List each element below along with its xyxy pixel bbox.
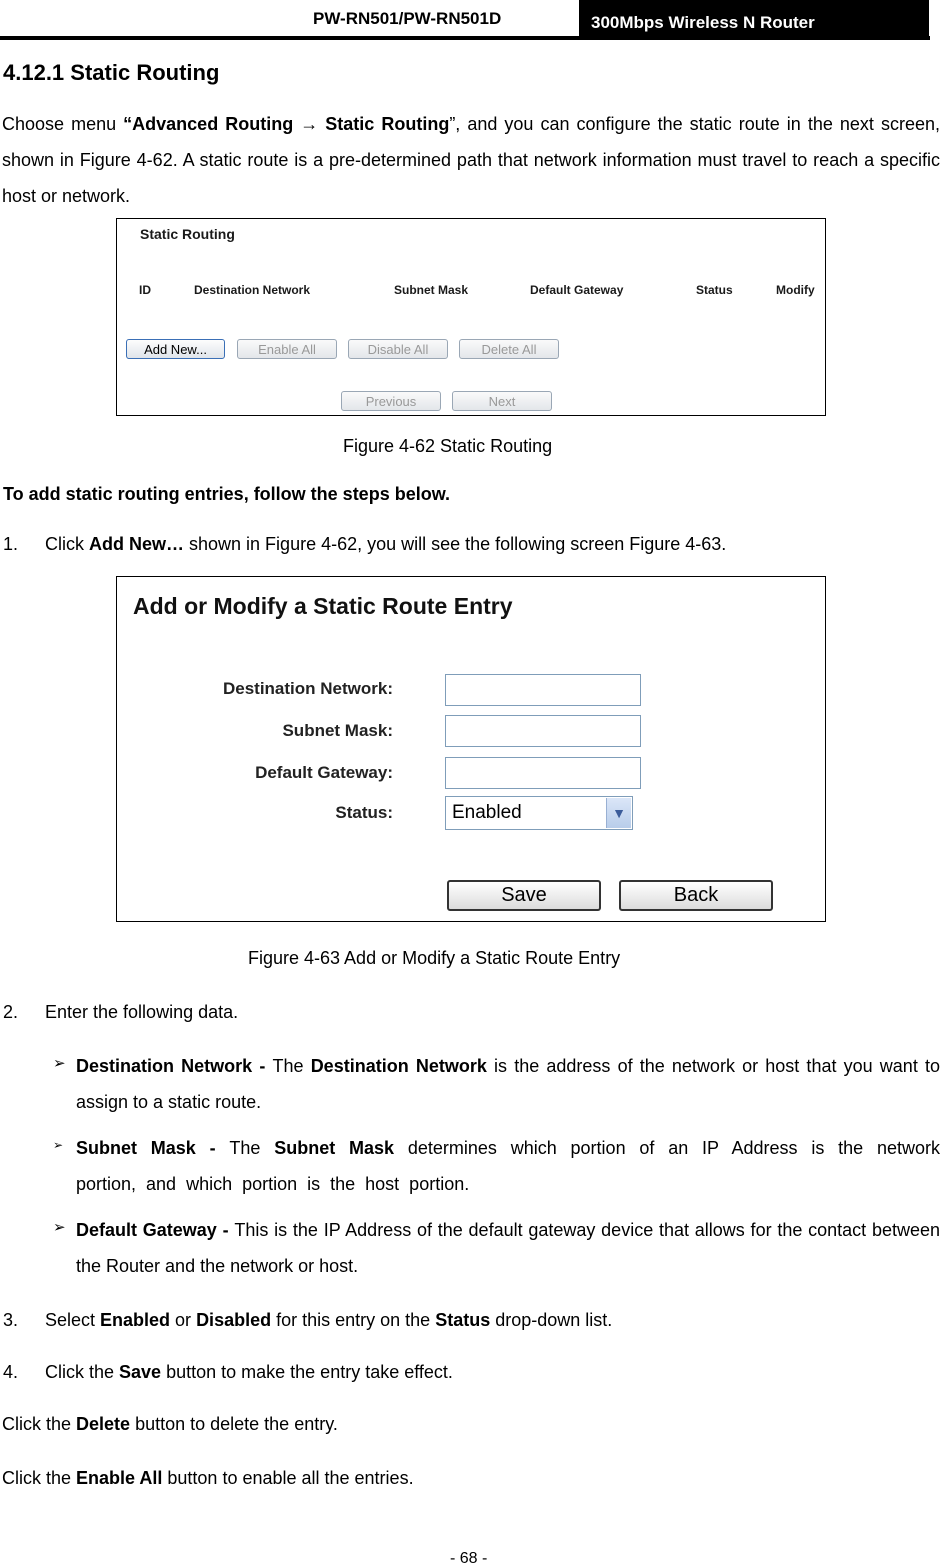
bullet1-term: Destination Network xyxy=(310,1056,487,1076)
bullet2-pre: The xyxy=(229,1138,275,1158)
step4-number: 4. xyxy=(3,1362,19,1382)
step4-a: Click the xyxy=(45,1362,120,1382)
step1-b: Add New… xyxy=(89,534,185,554)
bullet3-label: Default Gateway - xyxy=(76,1220,235,1240)
col-status: Status xyxy=(696,283,733,297)
bullet1-rest: is the address of the network or host that you want to assign to a static route. xyxy=(76,1056,940,1112)
header-rule xyxy=(0,36,930,40)
delete-line-b: Delete xyxy=(76,1414,131,1434)
enable-line-a: Click the xyxy=(2,1468,77,1488)
delete-line-c: button to delete the entry. xyxy=(130,1414,338,1434)
section-number: 4.12.1 xyxy=(3,60,65,85)
col-modify: Modify xyxy=(776,283,815,297)
bullet-arrow-icon: ➢ xyxy=(53,1219,66,1236)
bullet-destination-network xyxy=(76,1048,940,1120)
default-gateway-input[interactable] xyxy=(445,757,641,789)
bullet-arrow-icon: ➢ xyxy=(53,1138,64,1152)
col-id: ID xyxy=(139,283,151,297)
step3-b: Enabled xyxy=(100,1310,171,1330)
destination-network-input[interactable] xyxy=(445,674,641,706)
section-title-text: Static Routing xyxy=(70,60,220,85)
figure-static-routing xyxy=(116,218,826,416)
col-subnet-mask: Subnet Mask xyxy=(394,283,469,297)
default-gateway-label: Default Gateway: xyxy=(255,763,393,782)
intro-arrow: → xyxy=(293,114,326,134)
next-button[interactable]: Next xyxy=(452,391,552,411)
back-button[interactable]: Back xyxy=(619,880,773,911)
delete-line xyxy=(2,1406,338,1442)
bullet2-rest: determines which portion of an IP Address is the network portion, and which portion is the host portion. xyxy=(76,1138,940,1194)
subnet-mask-label: Subnet Mask: xyxy=(282,721,393,740)
intro-menu-1: “Advanced Routing xyxy=(123,114,294,134)
step4-text xyxy=(45,1354,453,1390)
step1-number: 1. xyxy=(3,534,19,554)
step3-c: or xyxy=(170,1310,197,1330)
enable-line-c: button to enable all the entries. xyxy=(162,1468,414,1488)
bullet-subnet-mask xyxy=(76,1130,940,1202)
figure-add-static-route xyxy=(116,576,826,922)
figure1-caption: Figure 4-62 Static Routing xyxy=(343,436,553,456)
delete-line-a: Click the xyxy=(2,1414,77,1434)
col-default-gateway: Default Gateway xyxy=(530,283,624,297)
intro-paragraph xyxy=(2,106,940,214)
status-label: Status: xyxy=(335,803,393,822)
save-button[interactable]: Save xyxy=(447,880,601,911)
intro-menu-2: Static Routing xyxy=(325,114,450,134)
previous-button[interactable]: Previous xyxy=(341,391,441,411)
step2-text: Enter the following data. xyxy=(45,1002,239,1022)
status-select[interactable] xyxy=(445,796,633,830)
header-product: 300Mbps Wireless N Router xyxy=(579,0,929,39)
enable-line xyxy=(2,1460,414,1496)
bullet1-pre: The xyxy=(272,1056,311,1076)
step3-a: Select xyxy=(45,1310,101,1330)
section-title xyxy=(3,60,219,86)
header-model: PW-RN501/PW-RN501D xyxy=(313,9,502,28)
enable-all-button[interactable]: Enable All xyxy=(237,339,337,359)
page-number: - 68 - xyxy=(450,1550,488,1567)
step1-c: shown in Figure 4-62, you will see the following screen Figure 4-63. xyxy=(184,534,727,554)
bullet2-label: Subnet Mask - xyxy=(76,1138,230,1158)
add-new-button[interactable]: Add New... xyxy=(126,339,225,359)
step4-b: Save xyxy=(119,1362,162,1382)
step1-text xyxy=(45,526,726,562)
steps-heading: To add static routing entries, follow the steps below. xyxy=(3,484,451,504)
status-select-value: Enabled xyxy=(452,802,522,823)
step4-c: button to make the entry take effect. xyxy=(161,1362,453,1382)
step3-f: Status xyxy=(435,1310,491,1330)
fig1-title: Static Routing xyxy=(140,226,235,242)
step1-a: Click xyxy=(45,534,89,554)
fig2-title: Add or Modify a Static Route Entry xyxy=(133,593,513,619)
figure2-caption: Figure 4-63 Add or Modify a Static Route Entry xyxy=(248,948,621,968)
bullet-default-gateway xyxy=(76,1212,940,1284)
intro-text-1: Choose menu xyxy=(2,114,124,134)
bullet1-label: Destination Network - xyxy=(76,1056,273,1076)
col-destination-network: Destination Network xyxy=(194,283,311,297)
delete-all-button[interactable]: Delete All xyxy=(459,339,559,359)
step3-g: drop-down list. xyxy=(490,1310,613,1330)
step3-d: Disabled xyxy=(196,1310,272,1330)
step2-number: 2. xyxy=(3,1002,19,1022)
bullet2-term: Subnet Mask xyxy=(274,1138,395,1158)
enable-line-b: Enable All xyxy=(76,1468,163,1488)
subnet-mask-input[interactable] xyxy=(445,715,641,747)
disable-all-button[interactable]: Disable All xyxy=(348,339,448,359)
destination-network-label: Destination Network: xyxy=(222,679,393,698)
intro-text-2: ”, and you can configure the static route in the next screen, shown in Figure 4-62. A static route is a pre-determined path that network information must travel to reach a specific host or network. xyxy=(2,114,940,206)
step3-number: 3. xyxy=(3,1310,19,1330)
step3-e: for this entry on the xyxy=(271,1310,436,1330)
bullet3-rest: This is the IP Address of the default gateway device that allows for the contact between the Router and the network or host. xyxy=(76,1220,940,1276)
bullet-arrow-icon: ➢ xyxy=(53,1055,66,1072)
chevron-down-icon[interactable]: ▼ xyxy=(606,798,631,828)
step3-text xyxy=(45,1302,612,1338)
